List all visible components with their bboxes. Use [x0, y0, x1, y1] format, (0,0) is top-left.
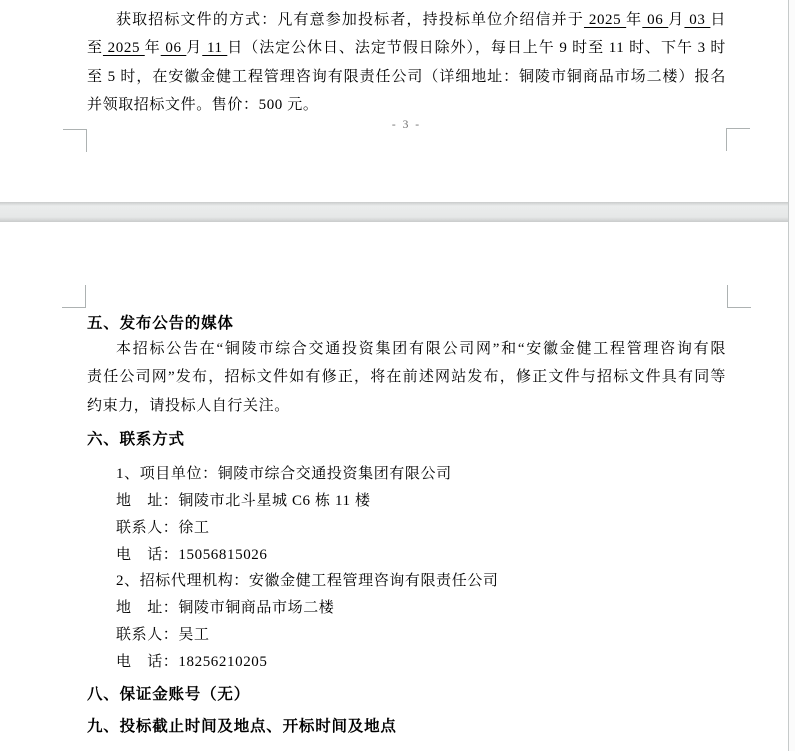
page-number: - 3 - [391, 119, 422, 131]
contact-line: 地 址：铜陵市铜商品市场二楼 [116, 600, 335, 617]
section-media-heading: 五、发布公告的媒体 [87, 315, 234, 332]
contact-line: 联系人：徐工 [116, 519, 210, 536]
text-line: 至 5 时，在安徽金健工程管理咨询有限责任公司（详细地址：铜陵市铜商品市场二楼）报名 [87, 68, 726, 85]
page-3[interactable] [0, 0, 788, 202]
text-line: 并领取招标文件。售价：500 元。 [87, 96, 319, 113]
contact-line: 地 址：铜陵市北斗星城 C6 栋 11 楼 [116, 492, 371, 509]
window-edge-strip [789, 0, 795, 751]
text-line: 获取招标文件的方式：凡有意参加投标者，持投标单位介绍信并于 2025 年 06 月 03 日 [116, 12, 727, 28]
contact-line: 2、招标代理机构：安徽金健工程管理咨询有限责任公司 [116, 573, 499, 590]
contact-line: 电 话：18256210205 [116, 653, 268, 670]
section-deadline-heading: 九、投标截止时间及地点、开标时间及地点 [87, 718, 397, 735]
text-line: 责任公司网”发布，招标文件如有修正，将在前述网站发布，修正文件与招标文件具有同等 [87, 369, 726, 386]
contact-line: 1、项目单位：铜陵市综合交通投资集团有限公司 [116, 466, 452, 482]
section-contact-heading: 六、联系方式 [87, 431, 185, 448]
crop-mark-top-left-icon [62, 285, 86, 308]
body-paragraph [87, 6, 726, 119]
text-line: 本招标公告在“铜陵市综合交通投资集团有限公司网”和“安徽金健工程管理咨询有限 [116, 341, 726, 357]
contact-list [87, 461, 726, 676]
text-line: 至 2025 年 06 月 11 日（法定公休日、法定节假日除外），每日上午 9 时至 11 时、下午 3 时 [87, 40, 726, 57]
crop-mark-bottom-left-icon [63, 129, 87, 152]
text-line: 约束力，请投标人自行关注。 [87, 397, 290, 414]
crop-mark-top-right-icon [727, 285, 751, 308]
media-paragraph [87, 335, 726, 420]
crop-mark-bottom-right-icon [726, 128, 750, 151]
contact-line: 电 话：15056815026 [116, 546, 268, 563]
contact-line: 联系人：吴工 [116, 627, 210, 644]
page-4[interactable] [0, 222, 788, 751]
page-separator [0, 202, 788, 222]
section-deposit-heading: 八、保证金账号（无） [87, 686, 251, 703]
